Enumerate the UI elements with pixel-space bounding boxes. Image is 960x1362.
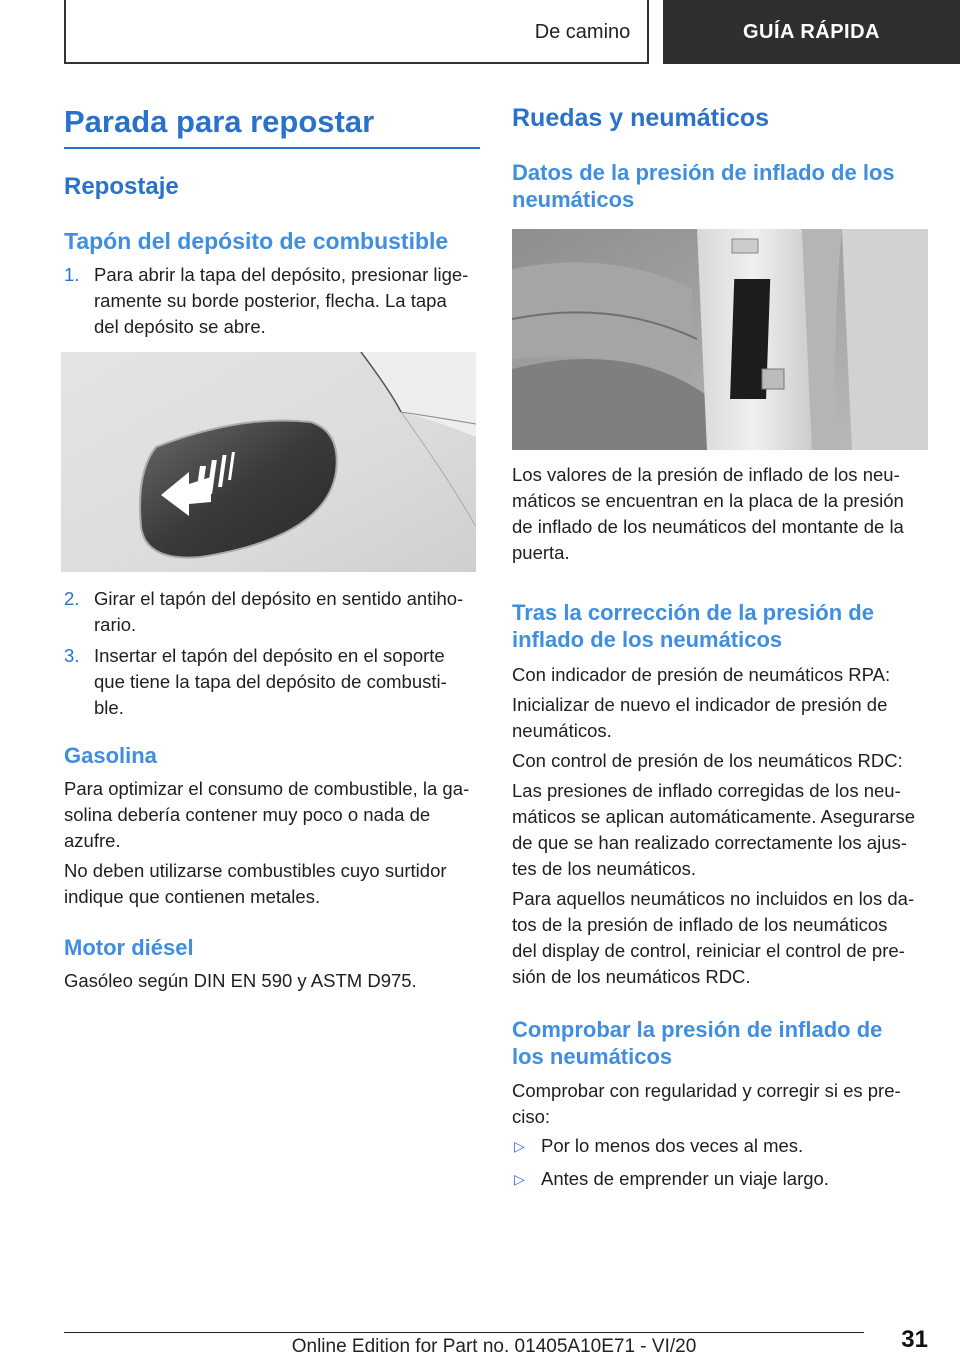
header-guide-label: GUÍA RÁPIDA bbox=[663, 0, 960, 64]
triangle-bullet-icon: ▷ bbox=[514, 1171, 525, 1187]
step-2-text: Girar el tapón del depósito en sentido antiho- rario. bbox=[94, 588, 464, 635]
page-title-refuel: Parada para repostar bbox=[64, 104, 375, 139]
step-3-number: 3. bbox=[64, 645, 80, 666]
rpa-text: Inicializar de nuevo el indicador de presión de neumáticos. bbox=[512, 694, 888, 741]
heading-gasoline: Gasolina bbox=[64, 743, 157, 768]
heading-fuel-cap: Tapón del depósito de combustible bbox=[64, 228, 449, 254]
rdc-label: Con control de presión de los neumáticos RDC: bbox=[512, 750, 903, 771]
triangle-bullet-icon: ▷ bbox=[514, 1138, 525, 1154]
heading-after-correction: Tras la corrección de la presión de inflado de los neumáticos bbox=[512, 600, 874, 652]
rpa-label: Con indicador de presión de neumáticos RPA: bbox=[512, 664, 891, 685]
step-3-text: Insertar el tapón del depósito en el soporte que tiene la tapa del depósito de combusti- ble. bbox=[94, 645, 447, 718]
heading-check-pressure: Comprobar la presión de inflado de los neumáticos bbox=[512, 1017, 883, 1069]
step-1-text: Para abrir la tapa del depósito, presionar lige- ramente su borde posterior, flecha. La tapa del depósito se abre. bbox=[94, 264, 469, 337]
check-item-1: Por lo menos dos veces al mes. bbox=[541, 1135, 804, 1156]
footer-divider bbox=[64, 1332, 864, 1333]
heading-wheels-tires: Ruedas y neumáticos bbox=[512, 104, 770, 132]
rdc-text: Las presiones de inflado corregidas de los neu- máticos se aplican automáticamente. Asegurarse de que se han realizado correctamente los ajus- tes de los neumáticos. bbox=[512, 780, 916, 879]
page-number: 31 bbox=[901, 1326, 928, 1353]
rdc-text-2: Para aquellos neumáticos no incluidos en los da- tos de la presión de inflado de los neumáticos del display de control, reiniciar el control de pre- sión de los neumáticos RDC. bbox=[512, 888, 915, 987]
header-section-label: De camino bbox=[534, 20, 631, 43]
gasoline-paragraph-2: No deben utilizarse combustibles cuyo surtidor indique que contienen metales. bbox=[64, 860, 447, 907]
pressure-paragraph: Los valores de la presión de inflado de los neu- máticos se encuentran en la placa de la presión de inflado de los neumáticos del montante de la puerta. bbox=[512, 464, 904, 563]
step-2-number: 2. bbox=[64, 588, 80, 609]
check-item-2: Antes de emprender un viaje largo. bbox=[541, 1168, 829, 1189]
diesel-paragraph: Gasóleo según DIN EN 590 y ASTM D975. bbox=[64, 970, 417, 991]
heading-pressure-data: Datos de la presión de inflado de los neumáticos bbox=[512, 160, 895, 212]
footer-edition: Online Edition for Part no. 01405A10E71 - VI/20 bbox=[291, 1336, 697, 1357]
check-paragraph: Comprobar con regularidad y corregir si es pre- ciso: bbox=[512, 1080, 901, 1127]
title-divider bbox=[64, 147, 480, 149]
fuel-flap-image bbox=[61, 352, 476, 572]
step-1-number: 1. bbox=[64, 264, 80, 285]
heading-refuel: Repostaje bbox=[64, 173, 179, 200]
gasoline-paragraph-1: Para optimizar el consumo de combustible, la ga- solina debería contener muy poco o nada de azufre. bbox=[64, 778, 470, 851]
heading-diesel: Motor diésel bbox=[64, 935, 194, 960]
door-pillar-image bbox=[512, 229, 928, 450]
